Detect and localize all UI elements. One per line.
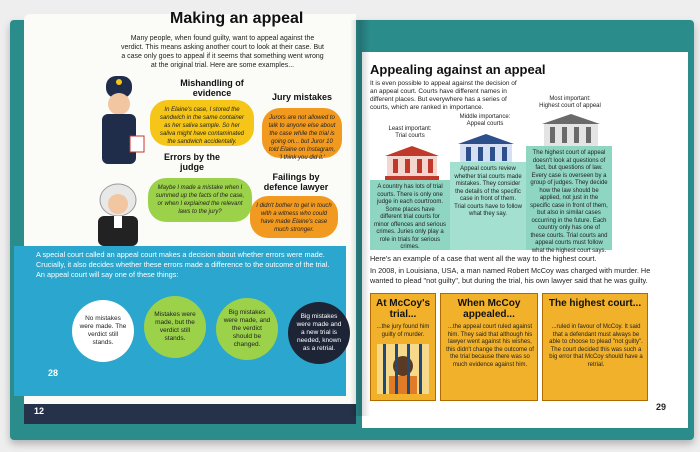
jury-quote-bubble: Jurors are not allowed to talk to anyone else about the case while the trial is going on... but Juror 10 told Elaine on Instagram, 'I think you did it.' xyxy=(262,108,342,158)
left-page-intro: Many people, when found guilty, want to appeal against the verdict. This means asking another court to look at their case. But a case only goes to appeal if it seems that something went wrong at the original trial. Here are some examples... xyxy=(121,35,324,69)
box-appeal-text: ...the appeal court ruled against him. They said that although his lawyer went against his wishes, this didn't change the outcome of the trial because there was so much evidence against him. xyxy=(446,324,534,368)
appeal-court-panel-text: A special court called an appeal court makes a decision about whether errors were made. Crucially, it also decides whether these errors made a difference to the outcome of the trial. An appeal court will say one of these things: xyxy=(36,250,330,279)
outcome-no-mistakes: No mistakes were made. The verdict still stands. xyxy=(72,300,134,362)
mccoy-case-text: In 2008, in Louisiana, USA, a man named Robert McCoy was charged with murder. He wanted to plead "not guilty", but during the trial, his own lawyer said that he was guilty. xyxy=(370,266,651,285)
appeal-court-description: Appeal courts review whether trial courts made mistakes. They consider the details of the specific case in front of them. Trial courts have to follow what they say. xyxy=(454,166,522,217)
outcome-retrial: Big mistakes were made and a new trial is needed, known as a retrial. xyxy=(288,302,350,364)
box-trial-text: ...the jury found him guilty of murder. xyxy=(376,324,430,338)
right-page-intro: It is even possible to appeal against the decision of an appeal court. Courts have different names in different places. But everywhere has a series of courts, which are ranked in importance. xyxy=(370,80,517,111)
jail-cell-illustration xyxy=(377,344,429,394)
box-appeal-title: When McCoy appealed... xyxy=(457,298,521,320)
box-appeal xyxy=(440,293,538,401)
judge-quote-bubble: Maybe I made a mistake when I summed up the facts of the case, or when I explained the relevant laws to the jury? xyxy=(148,178,252,222)
trial-court-building-icon xyxy=(383,144,441,180)
mishandling-heading: Mishandling of evidence xyxy=(180,78,244,98)
court-rank-appeal: Middle importance: Appeal courts xyxy=(459,114,511,127)
outcome-mistakes-stands: Mistakes were made, but the verdict still stands. xyxy=(144,296,206,358)
box-highest-title: The highest court... xyxy=(548,298,642,309)
judge-heading: Errors by the judge xyxy=(163,152,221,172)
box-trial xyxy=(370,293,436,401)
police-officer-illustration xyxy=(88,68,158,168)
highest-court-description: The highest court of appeal doesn't look at questions of fact, but questions of law. Every case is overseen by a group of judges. They decide how the law should be applied, not just in the specific case in front of them, but also in similar cases occurring in the future. Each country only has one of these courts. Trial courts and appeal courts must follow what the highest court says. xyxy=(530,150,608,254)
box-highest-text: ...ruled in favour of McCoy. It said that a defendant must always be able to choose to plead "not guilty". The court decided this was such a big error that McCoy should have a retrial. xyxy=(549,324,643,368)
right-page-title: Appealing against an appeal xyxy=(370,62,546,77)
box-highest xyxy=(542,293,648,401)
judge-illustration xyxy=(90,178,150,248)
jury-heading: Jury mistakes xyxy=(271,92,333,102)
court-rank-highest: Most important: Highest court of appeal xyxy=(539,96,601,109)
mishandling-quote-bubble: In Elaine's case, I stored the sandwich in the same container as her saliva sample. So her saliva might have contaminated the sandwich accidentally. xyxy=(150,100,254,146)
trial-court-description: A country has lots of trial courts. There is only one judge in each courtroom. Some places have different trial courts for minor offences and serious crimes. Juries only play a role in trials for serious crimes. xyxy=(374,184,446,250)
left-footer-number: 12 xyxy=(34,406,45,416)
book-gutter xyxy=(350,20,370,416)
court-rank-trial: Least important: Trial courts xyxy=(388,126,432,139)
lawyer-heading: Failings by defence lawyer xyxy=(263,172,329,192)
left-footer-band xyxy=(24,404,356,424)
box-trial-title: At McCoy's trial... xyxy=(375,298,431,320)
outcome-verdict-changed: Big mistakes were made, and the verdict should be changed. xyxy=(216,298,278,360)
highest-court-building-icon xyxy=(540,112,602,150)
example-intro-text: Here's an example of a case that went all the way to the highest court. xyxy=(370,254,597,263)
lawyer-quote-bubble: I didn't bother to get in touch with a witness who could have made Elaine's case much stronger. xyxy=(250,196,338,238)
left-page-title: Making an appeal xyxy=(170,10,304,27)
left-page-number: 28 xyxy=(48,368,59,378)
right-page-number: 29 xyxy=(656,402,667,412)
